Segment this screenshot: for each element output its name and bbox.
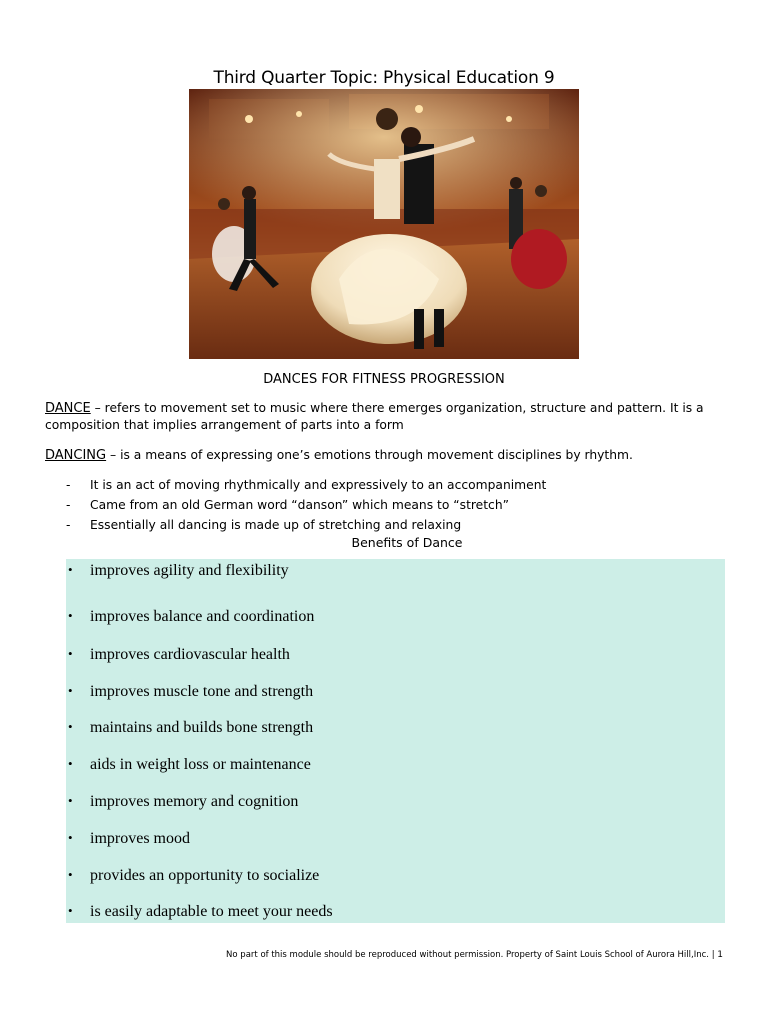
dash-marker: - <box>66 498 71 512</box>
bullet-icon: • <box>68 793 73 808</box>
definition-text: – refers to movement set to music where there emerges organization, structure and pattern. It is a composition that implies arrangement of parts into a form <box>45 401 704 432</box>
bullet-icon: • <box>68 903 73 918</box>
list-item <box>66 515 546 535</box>
list-item-text: It is an act of moving rhythmically and expressively to an accompaniment <box>90 478 547 492</box>
list-item <box>66 475 546 495</box>
list-item <box>66 495 546 515</box>
bullet-icon: • <box>68 830 73 845</box>
list-item-text: maintains and builds bone strength <box>90 719 314 736</box>
benefits-heading: Benefits of Dance <box>351 535 463 550</box>
bullet-icon: • <box>68 756 73 771</box>
list-item-text: aids in weight loss or maintenance <box>90 756 311 773</box>
definition-term: DANCE <box>45 401 91 416</box>
ballroom-dance-photo-icon <box>189 89 579 359</box>
page-title: Third Quarter Topic: Physical Education 9 <box>213 68 555 88</box>
footer-text: No part of this module should be reproduced without permission. Property of Saint Louis School of Aurora Hill,Inc. | <box>226 950 718 960</box>
benefits-list <box>66 559 725 923</box>
definition-text: – is a means of expressing one’s emotions through movement disciplines by rhythm. <box>106 448 633 462</box>
definition-dancing <box>45 447 725 464</box>
dash-marker: - <box>66 478 71 492</box>
dance-notes-list <box>66 475 546 535</box>
list-item-text: improves memory and cognition <box>90 793 299 810</box>
bullet-icon: • <box>68 867 73 882</box>
list-item-text: improves balance and coordination <box>90 608 315 625</box>
list-item-text: provides an opportunity to socialize <box>90 867 320 884</box>
dash-marker: - <box>66 518 71 532</box>
page-number: 1 <box>717 950 723 960</box>
bullet-icon: • <box>68 608 73 623</box>
section-heading: DANCES FOR FITNESS PROGRESSION <box>263 372 505 387</box>
list-item-text: Came from an old German word “danson” which means to “stretch” <box>90 498 509 512</box>
ballroom-dance-photo <box>189 89 579 359</box>
bullet-icon: • <box>68 562 73 577</box>
definition-dance <box>45 400 725 434</box>
page-footer <box>0 950 723 960</box>
list-item-text: improves muscle tone and strength <box>90 683 314 700</box>
bullet-icon: • <box>68 719 73 734</box>
list-item-text: Essentially all dancing is made up of stretching and relaxing <box>90 518 462 532</box>
list-item-text: improves agility and flexibility <box>90 562 289 579</box>
definition-term: DANCING <box>45 448 107 463</box>
bullet-icon: • <box>68 683 73 698</box>
list-item-text: is easily adaptable to meet your needs <box>90 903 333 920</box>
bullet-icon: • <box>68 646 73 661</box>
list-item-text: improves mood <box>90 830 190 847</box>
list-item-text: improves cardiovascular health <box>90 646 290 663</box>
